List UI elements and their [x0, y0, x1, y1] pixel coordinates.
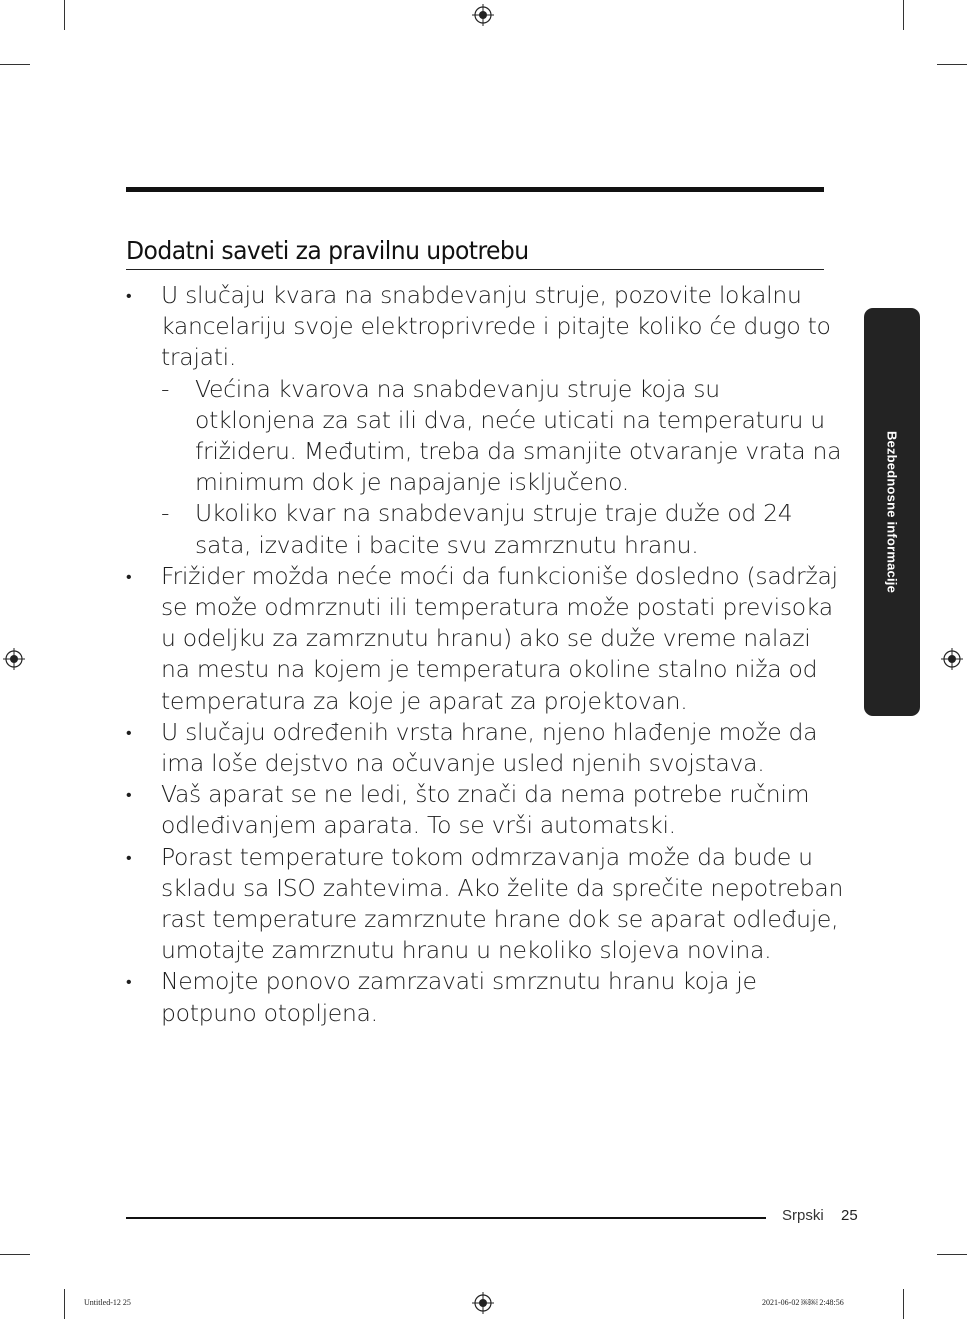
registration-mark-icon: [3, 648, 25, 670]
top-divider: [126, 187, 824, 192]
print-slug-file: Untitled-12 25: [84, 1298, 131, 1307]
section-title: Dodatni saveti za pravilnu upotrebu: [126, 236, 529, 265]
bullet-icon: •: [126, 972, 132, 992]
title-underline: [126, 269, 824, 270]
registration-mark-icon: [472, 1292, 494, 1314]
list-item: [126, 966, 846, 1028]
side-tab-label: Bezbednosne informacije: [884, 430, 900, 594]
bullet-icon: •: [126, 722, 132, 742]
crop-mark: [937, 64, 967, 65]
crop-mark: [903, 0, 904, 30]
list-item-text: U slučaju kvara na snabdevanju struje, pozovite lokalnu kancelariju svoje elektroprivrede i pitajte koliko će dugo to trajati.: [161, 281, 831, 372]
sub-list-item-text: Većina kvarova na snabdevanju struje koja su otklonjena za sat ili dva, neće uticati na temperaturu u frižideru. Međutim, treba da smanjite otvaranje vrata na minimum dok je napajanje isključeno.: [195, 374, 842, 497]
list-item-text: U slučaju određenih vrsta hrane, njeno hlađenje može da ima loše dejstvo na očuvanje usled njenih svojstava.: [161, 717, 818, 778]
sub-list-item-text: Ukoliko kvar na snabdevanju struje traje duže od 24 sata, izvadite i bacite svu zamrznutu hranu.: [195, 499, 793, 559]
section-side-tab: [864, 308, 920, 716]
registration-mark-icon: [941, 648, 963, 670]
registration-mark-icon: [472, 4, 494, 26]
sub-list-item: [161, 374, 846, 499]
list-item-text: Porast temperature tokom odmrzavanja može da bude u skladu sa ISO zahtevima. Ako želite da sprečite nepotreban rast temperature zamrznute hrane dok se aparat odleđuje, umotajte zamrznutu hranu u nekoliko slojeva novina.: [161, 842, 844, 965]
print-slug-datetime: 2021-06-02 ￼￼ 2:48:56: [762, 1298, 844, 1307]
list-item: [126, 717, 846, 779]
sub-list-item: [161, 498, 846, 560]
dash-marker: -: [161, 499, 170, 528]
list-item: [126, 280, 846, 561]
page-number: 25: [841, 1207, 858, 1224]
list-item: [126, 561, 846, 717]
bullet-icon: •: [126, 847, 132, 867]
crop-mark: [64, 1289, 65, 1319]
crop-mark: [937, 1254, 967, 1255]
crop-mark: [0, 64, 30, 65]
bullet-icon: •: [126, 785, 132, 805]
crop-mark: [64, 0, 65, 30]
tips-list: [126, 280, 846, 1029]
list-item: [126, 779, 846, 841]
list-item-text: Nemojte ponovo zamrzavati smrznutu hranu koja je potpuno otopljena.: [161, 967, 757, 1027]
list-item: [126, 842, 846, 967]
footer-divider: [126, 1217, 766, 1219]
dash-marker: -: [161, 374, 170, 403]
sub-list: [161, 374, 846, 561]
crop-mark: [0, 1254, 30, 1255]
list-item-text: Frižider možda neće moći da funkcioniše dosledno (sadržaj se može odmrznuti ili temperatura može postati previsoka u odeljku za zamrznutu hranu) ako se duže vreme nalazi na mestu na kojem je temperatura okoline stalno niža od temperatura za koje je aparat za projektovan.: [161, 561, 838, 715]
bullet-icon: •: [126, 286, 132, 305]
tips-content: [126, 280, 846, 1029]
list-item-text: Vaš aparat se ne ledi, što znači da nema potrebe ručnim odleđivanjem aparata. To se vrši automatski.: [161, 780, 810, 840]
footer-language: Srpski: [782, 1207, 824, 1224]
crop-mark: [903, 1289, 904, 1319]
bullet-icon: •: [126, 566, 132, 586]
